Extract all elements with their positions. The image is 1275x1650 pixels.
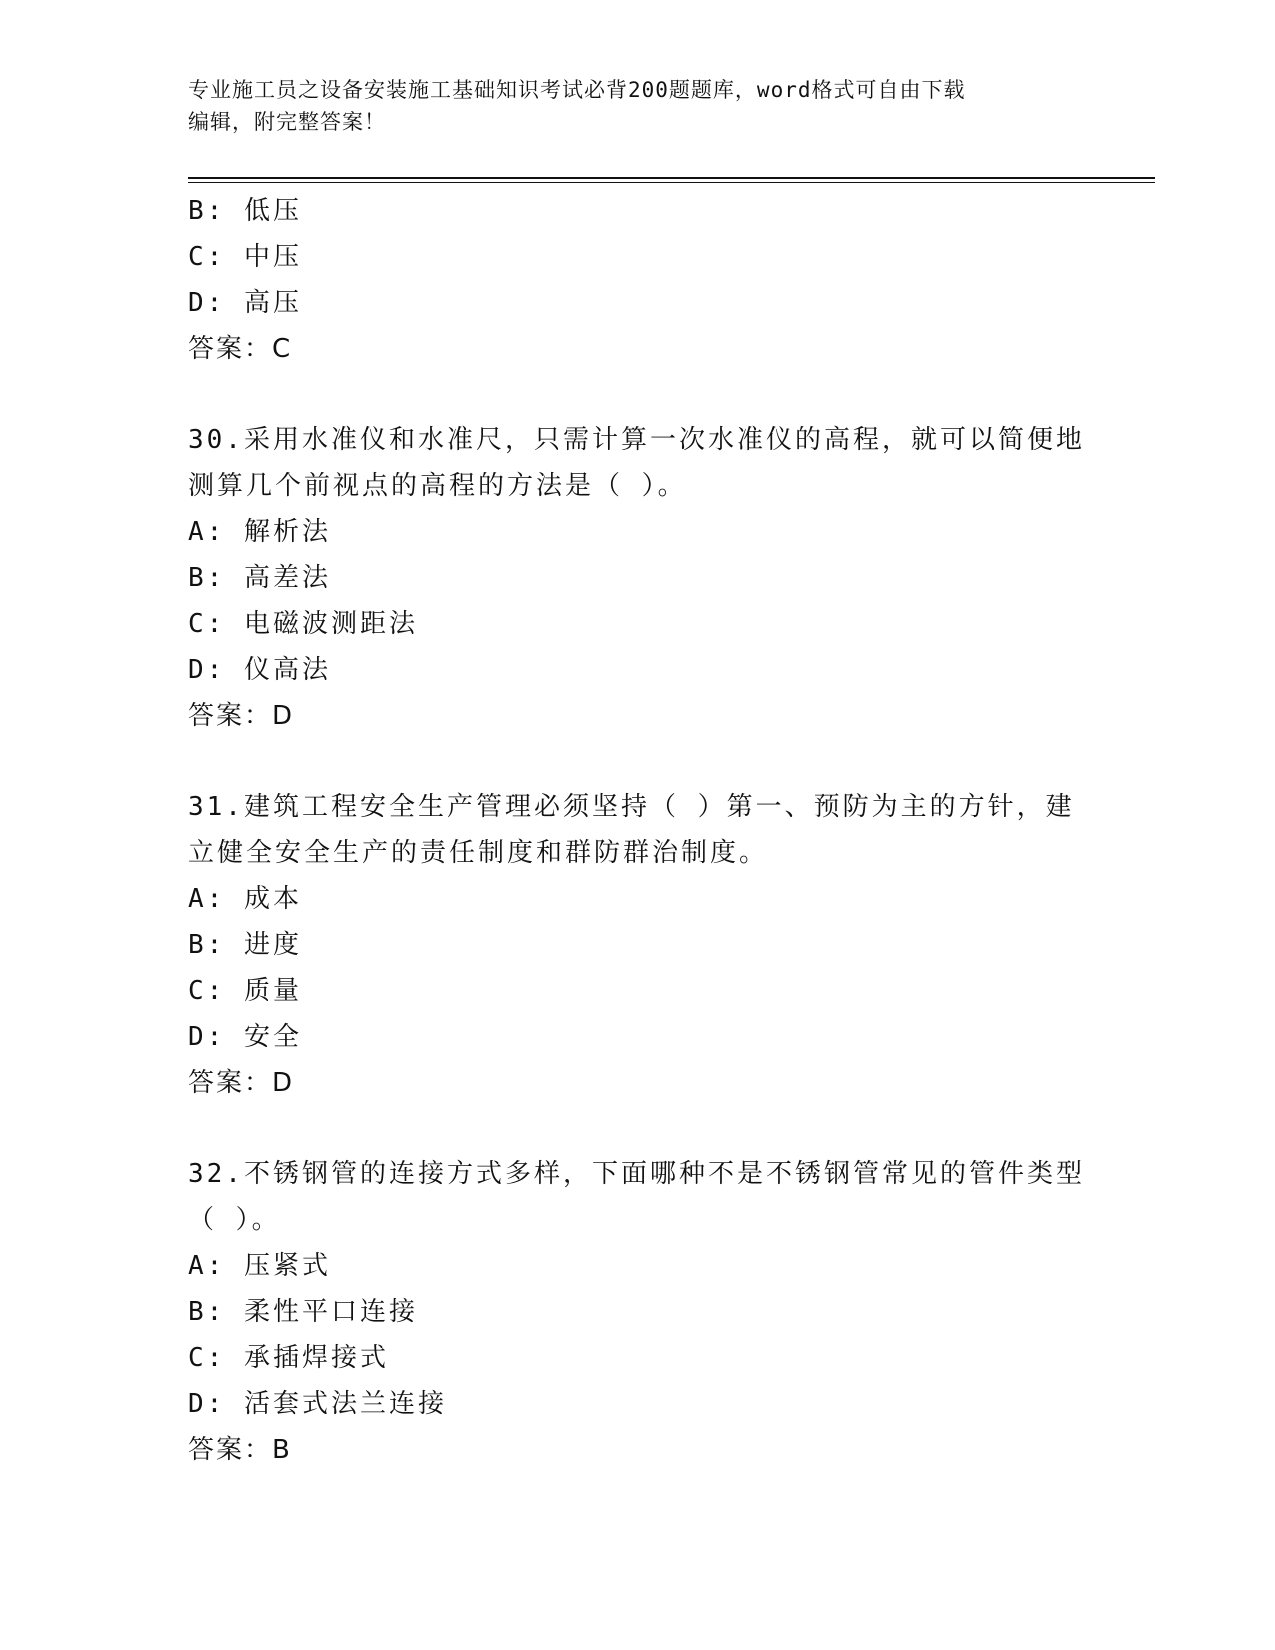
option-c: C: 质量 <box>188 976 302 1006</box>
option-d: D: 安全 <box>188 1022 302 1052</box>
answer-line: 答案：C <box>188 334 293 364</box>
spacer <box>188 1106 1148 1151</box>
option-d: D: 仪高法 <box>188 655 331 685</box>
question-text-line-1: 30.采用水准仪和水准尺，只需计算一次水准仪的高程，就可以简便地 <box>188 425 1085 455</box>
option-b: B: 低压 <box>188 196 302 226</box>
document-header <box>188 74 1088 138</box>
option-a: A: 成本 <box>188 884 302 914</box>
question-30 <box>188 417 1148 739</box>
option-c: C: 电磁波测距法 <box>188 609 418 639</box>
question-32 <box>188 1151 1148 1473</box>
question-list <box>188 188 1148 1473</box>
question-31 <box>188 784 1148 1106</box>
header-divider-thin <box>188 182 1155 183</box>
question-text-line-2: 测算几个前视点的高程的方法是（ ）。 <box>188 471 687 501</box>
spacer <box>188 739 1148 784</box>
option-b: B: 柔性平口连接 <box>188 1297 418 1327</box>
answer-line: 答案：B <box>188 1435 292 1465</box>
question-text-line-1: 32.不锈钢管的连接方式多样，下面哪种不是不锈钢管常见的管件类型 <box>188 1159 1085 1189</box>
header-title-line-1: 专业施工员之设备安装施工基础知识考试必背200题题库，word格式可自由下载 <box>188 78 966 102</box>
option-d: D: 活套式法兰连接 <box>188 1389 447 1419</box>
spacer <box>188 372 1148 417</box>
answer-line: 答案：D <box>188 1068 295 1098</box>
question-29-continued <box>188 188 1148 372</box>
answer-line: 答案：D <box>188 701 295 731</box>
question-text-line-1: 31.建筑工程安全生产管理必须坚持（ ）第一、预防为主的方针，建 <box>188 792 1075 822</box>
option-b: B: 高差法 <box>188 563 331 593</box>
option-c: C: 承插焊接式 <box>188 1343 389 1373</box>
header-title-line-2: 编辑，附完整答案！ <box>188 110 386 134</box>
option-a: A: 压紧式 <box>188 1251 331 1281</box>
option-c: C: 中压 <box>188 242 302 272</box>
option-a: A: 解析法 <box>188 517 331 547</box>
question-text-line-2: （ ）。 <box>188 1205 281 1235</box>
option-d: D: 高压 <box>188 288 302 318</box>
option-b: B: 进度 <box>188 930 302 960</box>
question-text-line-2: 立健全安全生产的责任制度和群防群治制度。 <box>188 838 769 868</box>
header-divider-thick <box>188 177 1155 179</box>
